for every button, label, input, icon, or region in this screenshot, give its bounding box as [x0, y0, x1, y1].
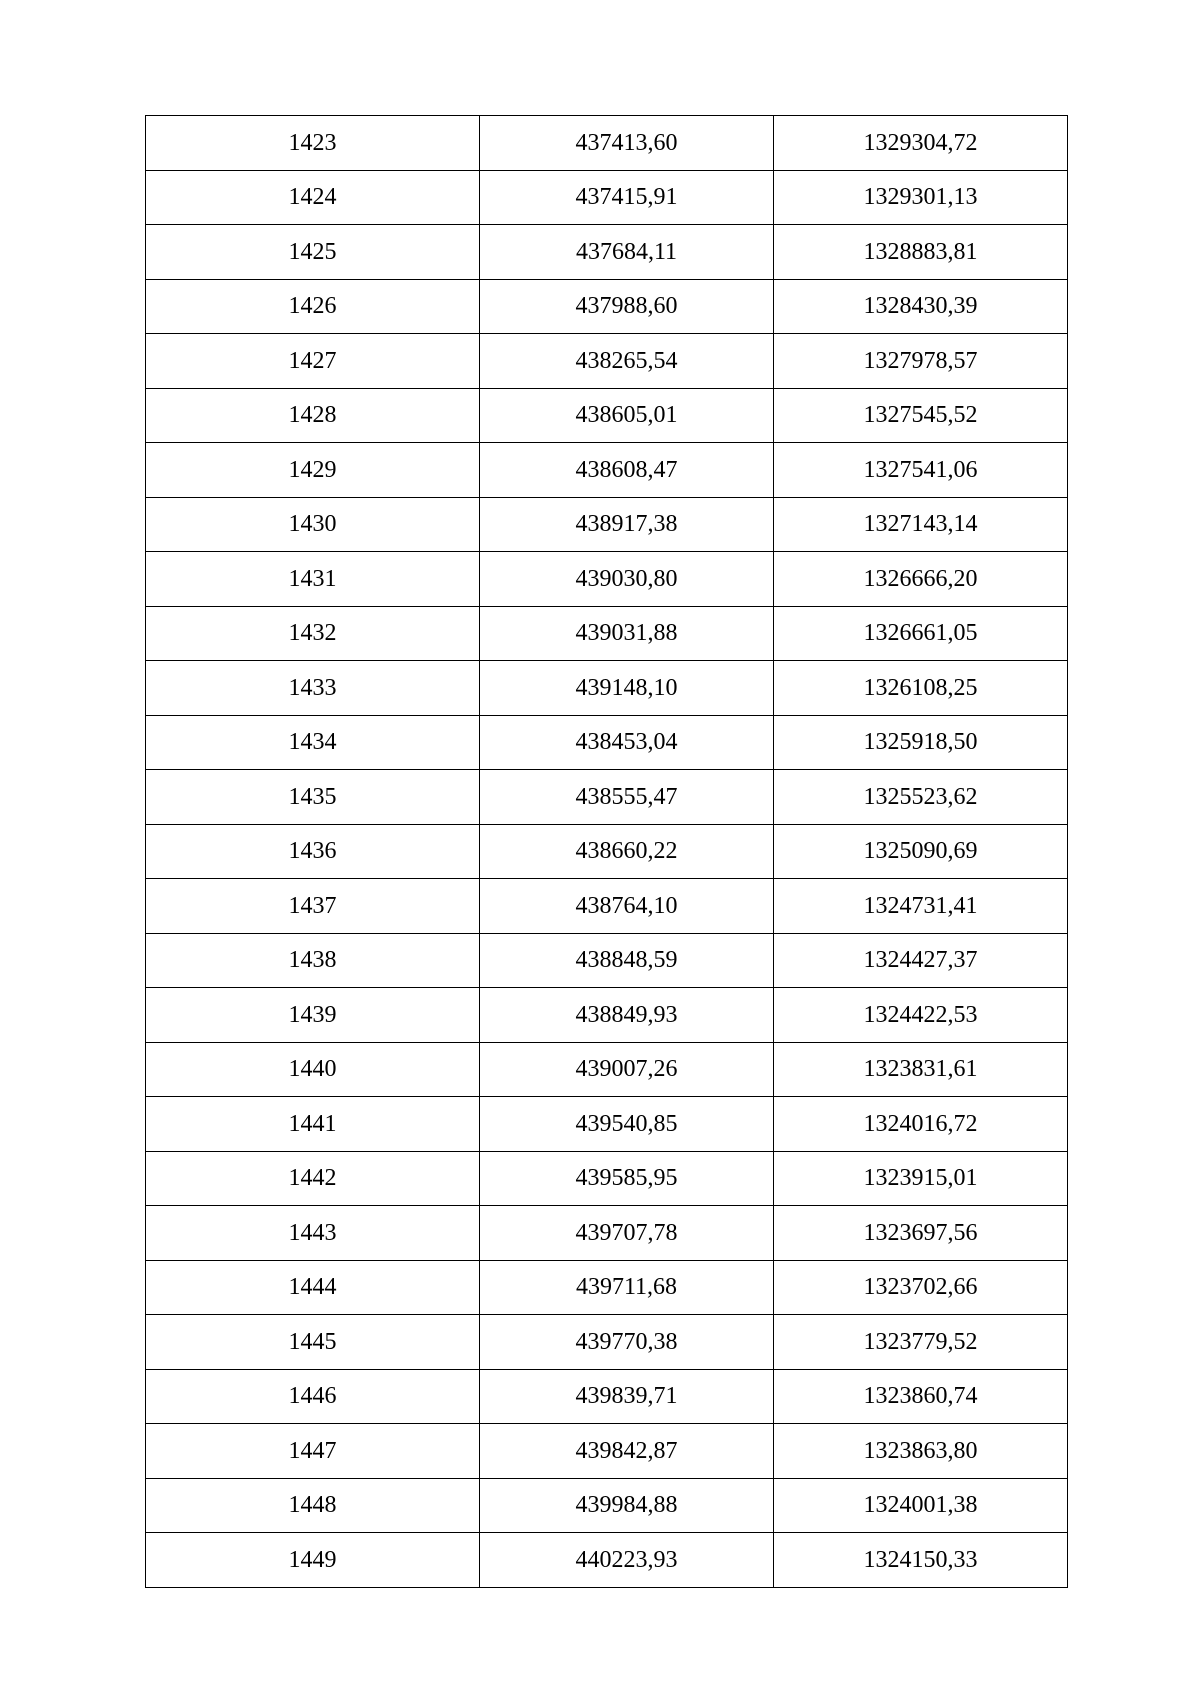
table-row	[146, 824, 1068, 879]
y-coordinate-cell-text: 1328430,39	[863, 293, 978, 320]
y-coordinate-cell-text: 1323831,61	[863, 1056, 978, 1083]
x-coordinate-cell-text: 439007,26	[575, 1056, 678, 1083]
y-coordinate-cell	[774, 1042, 1068, 1097]
point-number-cell-text: 1442	[288, 1165, 337, 1192]
x-coordinate-cell-text: 439707,78	[575, 1219, 678, 1246]
table-row	[146, 715, 1068, 770]
table-row	[146, 1315, 1068, 1370]
y-coordinate-cell-text: 1324422,53	[863, 1001, 978, 1028]
point-number-cell	[146, 824, 480, 879]
table-row	[146, 1206, 1068, 1261]
x-coordinate-cell-text: 438917,38	[575, 511, 678, 538]
x-coordinate-cell	[480, 879, 774, 934]
y-coordinate-cell-text: 1328883,81	[863, 238, 978, 265]
point-number-cell-text: 1432	[288, 620, 337, 647]
x-coordinate-cell-text: 439984,88	[575, 1492, 678, 1519]
y-coordinate-cell	[774, 116, 1068, 171]
x-coordinate-cell	[480, 279, 774, 334]
x-coordinate-cell-text: 438555,47	[575, 783, 678, 810]
point-number-cell-text: 1448	[288, 1492, 337, 1519]
table-row	[146, 988, 1068, 1043]
y-coordinate-cell-text: 1323915,01	[863, 1165, 978, 1192]
y-coordinate-cell	[774, 497, 1068, 552]
point-number-cell-text: 1440	[288, 1056, 337, 1083]
x-coordinate-cell	[480, 1042, 774, 1097]
x-coordinate-cell	[480, 1315, 774, 1370]
point-number-cell	[146, 170, 480, 225]
y-coordinate-cell	[774, 1369, 1068, 1424]
point-number-cell-text: 1439	[288, 1001, 337, 1028]
y-coordinate-cell	[774, 1097, 1068, 1152]
x-coordinate-cell-text: 439030,80	[575, 565, 678, 592]
y-coordinate-cell	[774, 388, 1068, 443]
y-coordinate-cell	[774, 824, 1068, 879]
y-coordinate-cell-text: 1324001,38	[863, 1492, 978, 1519]
table-row	[146, 1151, 1068, 1206]
x-coordinate-cell-text: 440223,93	[575, 1546, 678, 1573]
table-row	[146, 1042, 1068, 1097]
point-number-cell	[146, 770, 480, 825]
x-coordinate-cell	[480, 933, 774, 988]
table-row	[146, 388, 1068, 443]
point-number-cell-text: 1425	[288, 238, 337, 265]
y-coordinate-cell-text: 1323863,80	[863, 1437, 978, 1464]
y-coordinate-cell-text: 1324150,33	[863, 1546, 978, 1573]
x-coordinate-cell	[480, 552, 774, 607]
y-coordinate-cell-text: 1323702,66	[863, 1274, 978, 1301]
y-coordinate-cell	[774, 988, 1068, 1043]
x-coordinate-cell-text: 439770,38	[575, 1328, 678, 1355]
y-coordinate-cell	[774, 879, 1068, 934]
point-number-cell	[146, 552, 480, 607]
y-coordinate-cell	[774, 770, 1068, 825]
y-coordinate-cell-text: 1325090,69	[863, 838, 978, 865]
x-coordinate-cell-text: 439585,95	[575, 1165, 678, 1192]
y-coordinate-cell-text: 1326666,20	[863, 565, 978, 592]
x-coordinate-cell-text: 437988,60	[575, 293, 678, 320]
point-number-cell-text: 1428	[288, 402, 337, 429]
y-coordinate-cell	[774, 225, 1068, 280]
point-number-cell-text: 1449	[288, 1546, 337, 1573]
table-row	[146, 334, 1068, 389]
y-coordinate-cell	[774, 1315, 1068, 1370]
point-number-cell	[146, 1315, 480, 1370]
coordinates-table	[145, 115, 1068, 1588]
point-number-cell	[146, 443, 480, 498]
point-number-cell-text: 1435	[288, 783, 337, 810]
y-coordinate-cell	[774, 1151, 1068, 1206]
point-number-cell-text: 1423	[288, 129, 337, 156]
x-coordinate-cell	[480, 116, 774, 171]
y-coordinate-cell-text: 1327978,57	[863, 347, 978, 374]
point-number-cell	[146, 1151, 480, 1206]
y-coordinate-cell-text: 1323697,56	[863, 1219, 978, 1246]
x-coordinate-cell-text: 438764,10	[575, 892, 678, 919]
x-coordinate-cell-text: 439540,85	[575, 1110, 678, 1137]
x-coordinate-cell	[480, 1369, 774, 1424]
table-row	[146, 443, 1068, 498]
point-number-cell	[146, 661, 480, 716]
y-coordinate-cell	[774, 552, 1068, 607]
point-number-cell	[146, 497, 480, 552]
table-row	[146, 552, 1068, 607]
table-row	[146, 770, 1068, 825]
x-coordinate-cell	[480, 824, 774, 879]
point-number-cell-text: 1424	[288, 184, 337, 211]
point-number-cell	[146, 388, 480, 443]
table-row	[146, 1478, 1068, 1533]
x-coordinate-cell	[480, 661, 774, 716]
y-coordinate-cell	[774, 170, 1068, 225]
x-coordinate-cell-text: 438605,01	[575, 402, 678, 429]
point-number-cell-text: 1426	[288, 293, 337, 320]
x-coordinate-cell-text: 438660,22	[575, 838, 678, 865]
table-row	[146, 661, 1068, 716]
x-coordinate-cell	[480, 1097, 774, 1152]
point-number-cell-text: 1446	[288, 1383, 337, 1410]
y-coordinate-cell	[774, 1260, 1068, 1315]
point-number-cell-text: 1434	[288, 729, 337, 756]
point-number-cell-text: 1427	[288, 347, 337, 374]
point-number-cell	[146, 879, 480, 934]
table-row	[146, 606, 1068, 661]
table-row	[146, 279, 1068, 334]
y-coordinate-cell-text: 1324427,37	[863, 947, 978, 974]
x-coordinate-cell	[480, 225, 774, 280]
x-coordinate-cell-text: 437684,11	[575, 238, 678, 265]
point-number-cell	[146, 1424, 480, 1479]
point-number-cell	[146, 1097, 480, 1152]
table-row	[146, 879, 1068, 934]
point-number-cell	[146, 1533, 480, 1588]
table-row	[146, 1424, 1068, 1479]
table-row	[146, 225, 1068, 280]
y-coordinate-cell	[774, 443, 1068, 498]
y-coordinate-cell-text: 1324731,41	[863, 892, 978, 919]
y-coordinate-cell-text: 1325918,50	[863, 729, 978, 756]
point-number-cell	[146, 225, 480, 280]
point-number-cell-text: 1433	[288, 674, 337, 701]
x-coordinate-cell	[480, 1533, 774, 1588]
x-coordinate-cell	[480, 715, 774, 770]
y-coordinate-cell	[774, 933, 1068, 988]
x-coordinate-cell	[480, 1424, 774, 1479]
point-number-cell	[146, 1042, 480, 1097]
x-coordinate-cell-text: 438849,93	[575, 1001, 678, 1028]
point-number-cell-text: 1441	[288, 1110, 337, 1137]
point-number-cell	[146, 606, 480, 661]
x-coordinate-cell-text: 439842,87	[575, 1437, 678, 1464]
table-row	[146, 933, 1068, 988]
point-number-cell	[146, 279, 480, 334]
coordinates-table-body	[146, 116, 1068, 1588]
point-number-cell-text: 1437	[288, 892, 337, 919]
y-coordinate-cell-text: 1327545,52	[863, 402, 978, 429]
y-coordinate-cell-text: 1323860,74	[863, 1383, 978, 1410]
y-coordinate-cell	[774, 661, 1068, 716]
table-row	[146, 497, 1068, 552]
y-coordinate-cell	[774, 715, 1068, 770]
x-coordinate-cell-text: 439031,88	[575, 620, 678, 647]
y-coordinate-cell-text: 1323779,52	[863, 1328, 978, 1355]
x-coordinate-cell-text: 438608,47	[575, 456, 678, 483]
point-number-cell	[146, 1478, 480, 1533]
x-coordinate-cell-text: 439711,68	[575, 1274, 678, 1301]
table-row	[146, 1097, 1068, 1152]
point-number-cell	[146, 116, 480, 171]
point-number-cell-text: 1444	[288, 1274, 337, 1301]
point-number-cell	[146, 933, 480, 988]
y-coordinate-cell-text: 1327541,06	[863, 456, 978, 483]
table-row	[146, 1260, 1068, 1315]
table-row	[146, 1533, 1068, 1588]
table-row	[146, 1369, 1068, 1424]
x-coordinate-cell	[480, 334, 774, 389]
x-coordinate-cell-text: 437415,91	[575, 184, 678, 211]
point-number-cell-text: 1438	[288, 947, 337, 974]
y-coordinate-cell-text: 1326661,05	[863, 620, 978, 647]
point-number-cell	[146, 1206, 480, 1261]
x-coordinate-cell	[480, 988, 774, 1043]
y-coordinate-cell-text: 1324016,72	[863, 1110, 978, 1137]
point-number-cell-text: 1436	[288, 838, 337, 865]
y-coordinate-cell-text: 1326108,25	[863, 674, 978, 701]
y-coordinate-cell	[774, 279, 1068, 334]
x-coordinate-cell	[480, 170, 774, 225]
point-number-cell	[146, 1260, 480, 1315]
table-row	[146, 116, 1068, 171]
x-coordinate-cell	[480, 770, 774, 825]
y-coordinate-cell-text: 1329304,72	[863, 129, 978, 156]
point-number-cell	[146, 1369, 480, 1424]
x-coordinate-cell	[480, 1478, 774, 1533]
point-number-cell-text: 1443	[288, 1219, 337, 1246]
x-coordinate-cell-text: 438848,59	[575, 947, 678, 974]
x-coordinate-cell-text: 438453,04	[575, 729, 678, 756]
point-number-cell-text: 1429	[288, 456, 337, 483]
point-number-cell	[146, 988, 480, 1043]
y-coordinate-cell-text: 1327143,14	[863, 511, 978, 538]
point-number-cell-text: 1431	[288, 565, 337, 592]
x-coordinate-cell	[480, 1206, 774, 1261]
point-number-cell-text: 1430	[288, 511, 337, 538]
y-coordinate-cell	[774, 1424, 1068, 1479]
y-coordinate-cell-text: 1329301,13	[863, 184, 978, 211]
y-coordinate-cell	[774, 334, 1068, 389]
x-coordinate-cell-text: 437413,60	[575, 129, 678, 156]
point-number-cell	[146, 715, 480, 770]
x-coordinate-cell	[480, 443, 774, 498]
y-coordinate-cell-text: 1325523,62	[863, 783, 978, 810]
x-coordinate-cell	[480, 388, 774, 443]
x-coordinate-cell-text: 439148,10	[575, 674, 678, 701]
y-coordinate-cell	[774, 606, 1068, 661]
x-coordinate-cell	[480, 1151, 774, 1206]
y-coordinate-cell	[774, 1478, 1068, 1533]
x-coordinate-cell-text: 438265,54	[575, 347, 678, 374]
table-row	[146, 170, 1068, 225]
x-coordinate-cell	[480, 497, 774, 552]
y-coordinate-cell	[774, 1206, 1068, 1261]
x-coordinate-cell	[480, 1260, 774, 1315]
x-coordinate-cell-text: 439839,71	[575, 1383, 678, 1410]
point-number-cell-text: 1447	[288, 1437, 337, 1464]
point-number-cell	[146, 334, 480, 389]
point-number-cell-text: 1445	[288, 1328, 337, 1355]
x-coordinate-cell	[480, 606, 774, 661]
y-coordinate-cell	[774, 1533, 1068, 1588]
